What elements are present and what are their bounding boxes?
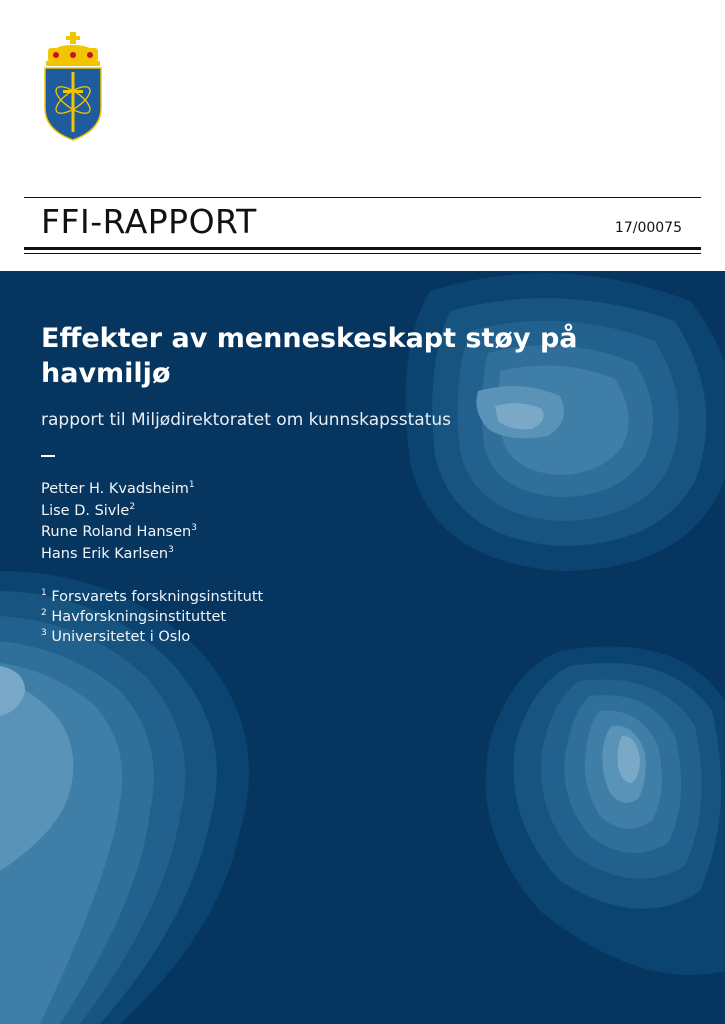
author: Hans Erik Karlsen$^3$ bbox=[41, 544, 174, 562]
report-subtitle: rapport til Miljødirektoratet om kunnskapsstatus bbox=[41, 410, 452, 430]
report-type: FFI-RAPPORT bbox=[41, 202, 257, 241]
emblem-icon bbox=[40, 30, 106, 142]
affiliation: $^3$ Universitetet i Oslo bbox=[41, 628, 191, 645]
author: Lise D. Sivle$^2$ bbox=[41, 501, 136, 519]
report-number: 17/00075 bbox=[614, 220, 682, 236]
author: Petter H. Kvadsheim$^1$ bbox=[41, 480, 195, 497]
report-title: Effekter av menneskeskapt støy på havmiljø bbox=[41, 323, 578, 389]
header-rule-top bbox=[24, 197, 701, 198]
separator-dash bbox=[41, 455, 55, 457]
affiliation: $^1$ Forsvarets forskningsinstitutt bbox=[41, 588, 264, 605]
author-list bbox=[41, 479, 197, 565]
affiliation: $^2$ Havforskningsinstituttet bbox=[41, 608, 227, 625]
author: Rune Roland Hansen$^3$ bbox=[41, 523, 197, 540]
cover-panel bbox=[0, 271, 725, 1024]
header-rule-bottom bbox=[24, 247, 701, 250]
affiliation-list bbox=[41, 587, 263, 647]
header-rule-bottom-thin bbox=[24, 253, 701, 254]
